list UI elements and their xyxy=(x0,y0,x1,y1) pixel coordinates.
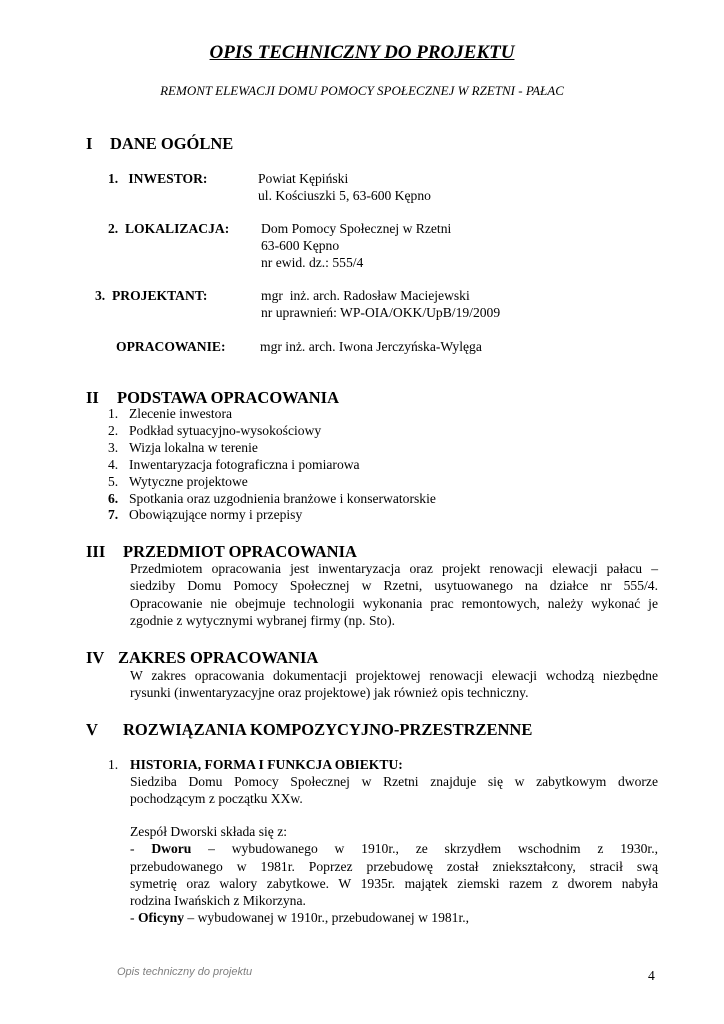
section-3-paragraph xyxy=(130,560,658,629)
list-item-text: Zlecenie inwestora xyxy=(129,406,233,421)
list-item-number: 4. xyxy=(108,456,119,472)
paragraph-line: rysunki (inwentaryzacyjne oraz projektowe) jak również opis techniczny. xyxy=(130,685,529,701)
paragraph-line: pochodzącym z początku XXw. xyxy=(130,791,303,807)
list-item-number: 2. xyxy=(108,422,119,438)
paragraph-line: przebudowanego w 1981r. Poprzez przebudowę został zniekształcony, stracił swą xyxy=(130,858,658,874)
list-item-text: Inwentaryzacja fotograficzna i pomiarowa xyxy=(129,456,360,472)
list-item xyxy=(108,491,436,508)
paragraph-line xyxy=(130,840,658,857)
history-zespol xyxy=(130,823,658,927)
dwor-text: – wybudowanego w 1910r., ze skrzydłem wschodnim z 1930r., xyxy=(191,841,658,857)
inwestor-line-1: Powiat Kępiński xyxy=(258,171,349,186)
list-item-text: Podkład sytuacyjno-wysokościowy xyxy=(129,422,322,438)
section-4-title: ZAKRES OPRACOWANIA xyxy=(118,648,319,667)
section-4-number: IV xyxy=(86,648,105,667)
section-3-title: PRZEDMIOT OPRACOWANIA xyxy=(123,542,357,561)
lokalizacja-line-3: nr ewid. dz.: 555/4 xyxy=(261,255,364,270)
projektant-line-1: mgr inż. arch. Radosław Maciejewski xyxy=(261,288,470,303)
oficyny-text: – wybudowanej w 1910r., przebudowanej w 1981r., xyxy=(184,910,470,926)
list-item-number: 3. xyxy=(108,439,119,455)
list-item-text: Wytyczne projektowe xyxy=(129,473,248,489)
projektant-label: 3. PROJEKTANT: xyxy=(95,288,208,303)
paragraph-line: zgodnie z wytycznymi wybranej firmy (np. Sto). xyxy=(130,612,396,628)
section-1-title: DANE OGÓLNE xyxy=(110,134,234,153)
lokalizacja-line-2: 63-600 Kępno xyxy=(261,238,340,253)
dwor-bold: Dworu xyxy=(151,841,192,857)
oficyny-prefix: - xyxy=(130,910,138,926)
subsection-number: 1. xyxy=(108,757,119,772)
oficyny-bold: Oficyny xyxy=(137,910,185,926)
section-2-number: II xyxy=(86,388,99,407)
projektant-line-2: nr uprawnień: WP-OIA/OKK/UpB/19/2009 xyxy=(261,305,501,320)
paragraph-line: Siedziba Domu Pomocy Społecznej w Rzetni znajduje się w zabytkowym dworze xyxy=(130,774,658,789)
list-item-number: 5. xyxy=(108,473,119,489)
list-item xyxy=(108,423,436,440)
paragraph-line: siedziby Domu Pomocy Społecznej w Rzetni, usytuowanego na działce nr 555/4. xyxy=(130,578,658,594)
section-3-number: III xyxy=(86,542,106,561)
paragraph-line: W zakres opracowania dokumentacji projektowej renowacji elewacji wchodzą niezbędne xyxy=(130,668,658,683)
list-item-text: Obowiązujące normy i przepisy xyxy=(129,507,303,523)
inwestor-line-2: ul. Kościuszki 5, 63-600 Kępno xyxy=(258,188,431,203)
section-2-title: PODSTAWA OPRACOWANIA xyxy=(117,388,340,407)
list-item xyxy=(108,406,436,423)
paragraph-line: Zespół Dworski składa się z: xyxy=(130,824,288,839)
footer-title: Opis techniczny do projektu xyxy=(117,966,253,978)
basis-list xyxy=(108,406,436,524)
list-item-number: 6. xyxy=(108,490,119,506)
list-item xyxy=(108,507,436,524)
paragraph-line: Przedmiotem opracowania jest inwentaryzacja oraz projekt renowacji elewacji pałacu – xyxy=(130,561,658,576)
section-4-paragraph xyxy=(130,667,658,702)
section-5-number: V xyxy=(86,720,98,739)
document-subtitle: REMONT ELEWACJI DOMU POMOCY SPOŁECZNEJ W RZETNI - PAŁAC xyxy=(160,83,564,98)
dwor-prefix: - xyxy=(130,841,152,857)
lokalizacja-line-1: Dom Pomocy Społecznej w Rzetni xyxy=(261,221,452,236)
paragraph-line: symetrię oraz walory zabytkowe. W 1935r. majątek ziemski razem z dworem nabyła xyxy=(130,875,658,891)
document-title: OPIS TECHNICZNY DO PROJEKTU xyxy=(209,42,515,63)
section-1-number: I xyxy=(86,134,93,153)
inwestor-label: 1. INWESTOR: xyxy=(108,171,208,186)
lokalizacja-label: 2. LOKALIZACJA: xyxy=(108,221,230,236)
opracowanie-label: OPRACOWANIE: xyxy=(116,339,226,354)
list-item xyxy=(108,474,436,491)
list-item xyxy=(108,457,436,474)
section-5-title: ROZWIĄZANIA KOMPOZYCYJNO-PRZESTRZENNE xyxy=(123,720,533,739)
paragraph-line xyxy=(130,909,658,926)
paragraph-line: rodzina Iwańskich z Mikorzyna. xyxy=(130,893,306,909)
paragraph-line: Opracowanie nie obejmuje technologii wykonania prac remontowych, należy wykonać je xyxy=(130,595,658,611)
page-number: 4 xyxy=(648,968,655,983)
list-item xyxy=(108,440,436,457)
opracowanie-line-1: mgr inż. arch. Iwona Jerczyńska-Wylęga xyxy=(260,339,482,354)
list-item-number: 1. xyxy=(108,406,119,421)
subsection-title: HISTORIA, FORMA I FUNKCJA OBIEKTU: xyxy=(130,757,403,772)
list-item-text: Wizja lokalna w terenie xyxy=(129,439,258,455)
list-item-text: Spotkania oraz uzgodnienia branżowe i konserwatorskie xyxy=(129,490,436,506)
list-item-number: 7. xyxy=(108,507,119,523)
history-intro xyxy=(130,773,658,808)
